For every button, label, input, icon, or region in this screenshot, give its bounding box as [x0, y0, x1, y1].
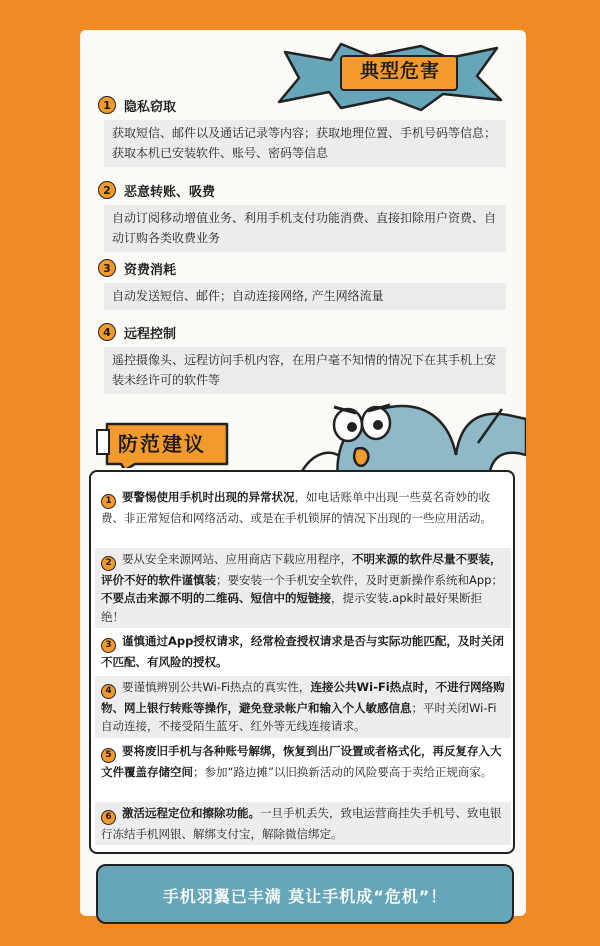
number-badge: 5 — [101, 748, 116, 763]
number-badge: 1 — [98, 96, 116, 114]
advice-text: ；平时关闭Wi-Fi自动连接，不接受陌生蓝牙、红外等无线连接请求。 — [101, 700, 497, 734]
harm-item — [98, 179, 506, 252]
number-badge: 6 — [101, 810, 116, 825]
advice-text: 一旦手机丢失，致电运营商挂失手机号、致电银行冻结手机网银、解绑支付宝，解除微信绑定。 — [101, 806, 502, 841]
advice-panel — [89, 470, 515, 854]
advice-text: ；要安装一个手机安全软件，及时更新操作系统和App； — [216, 572, 503, 587]
advice-text: ，如电话账单中出现一些莫名奇妙的收费、非正常短信和网络活动、或是在手机锁屏的情况下出现的一些应用活动。 — [101, 490, 492, 525]
advice-emphasis: 谨慎通过App授权请求，经常检查授权请求是否与实际功能匹配，及时关闭不匹配、有风险的授权。 — [101, 634, 504, 669]
prevention-title: 防范建议 — [118, 432, 206, 456]
harm-description: 遥控摄像头、远程访问手机内容，在用户毫不知情的情况下在其手机上安装未经许可的软件等 — [104, 347, 506, 394]
harm-title: 恶意转账、吸费 — [124, 184, 216, 200]
advice-item — [95, 740, 511, 783]
harm-item — [98, 321, 506, 394]
number-badge: 2 — [98, 181, 116, 199]
advice-item — [95, 630, 511, 673]
advice-item — [95, 548, 511, 628]
advice-emphasis: 不明来源的软件尽量不要装，评价不好的软件谨慎装 — [101, 552, 502, 587]
advice-item — [95, 802, 511, 845]
harm-item — [98, 257, 506, 310]
slogan-text: 手机羽翼已丰满 莫让手机成“危机”！ — [162, 887, 448, 906]
harm-title: 资费消耗 — [124, 262, 177, 278]
advice-text: 要谨慎辨别公共Wi-Fi热点的真实性， — [122, 680, 311, 694]
harm-title: 隐私窃取 — [124, 99, 177, 115]
advice-emphasis: 连接公共Wi-Fi热点时，不进行网络购物、网上银行转账等操作，避免登录帐户和输入个人敏感信息 — [101, 680, 505, 715]
harm-description: 获取短信、邮件以及通话记录等内容；获取地理位置、手机号码等信息；获取本机已安装软件、账号、密码等信息 — [104, 120, 506, 167]
banner-title: 典型危害 — [359, 60, 440, 82]
advice-emphasis: 要警惕使用手机时出现的异常状况 — [122, 490, 295, 504]
number-badge: 2 — [101, 556, 116, 571]
advice-item — [95, 676, 511, 738]
number-badge: 1 — [101, 494, 116, 509]
harm-description: 自动发送短信、邮件；自动连接网络, 产生网络流量 — [104, 283, 506, 310]
advice-emphasis: 不要点击来源不明的二维码、短信中的短链接 — [101, 591, 331, 606]
number-badge: 4 — [101, 684, 116, 699]
harm-item — [98, 94, 506, 167]
advice-text: ，提示安装.apk时最好果断拒绝！ — [101, 591, 483, 624]
harm-description: 自动订阅移动增值业务、利用手机支付功能消费、直接扣除用户资费、自动订购各类收费业务 — [104, 205, 506, 252]
number-badge: 4 — [98, 323, 116, 341]
number-badge: 3 — [98, 259, 116, 277]
advice-text: 要从安全来源网站、应用商店下载应用程序， — [122, 552, 352, 566]
advice-emphasis: 要将废旧手机与各种账号解绑，恢复到出厂设置或者格式化，再反复存入大文件覆盖存储空间 — [101, 744, 502, 779]
number-badge: 3 — [101, 638, 116, 653]
advice-emphasis: 激活远程定位和擦除功能。 — [122, 806, 260, 820]
advice-text: ；参加“路边摊”以旧换新活动的风险要高于卖给正规商家。 — [193, 764, 493, 779]
advice-item — [95, 486, 511, 529]
harm-title: 远程控制 — [124, 326, 177, 342]
